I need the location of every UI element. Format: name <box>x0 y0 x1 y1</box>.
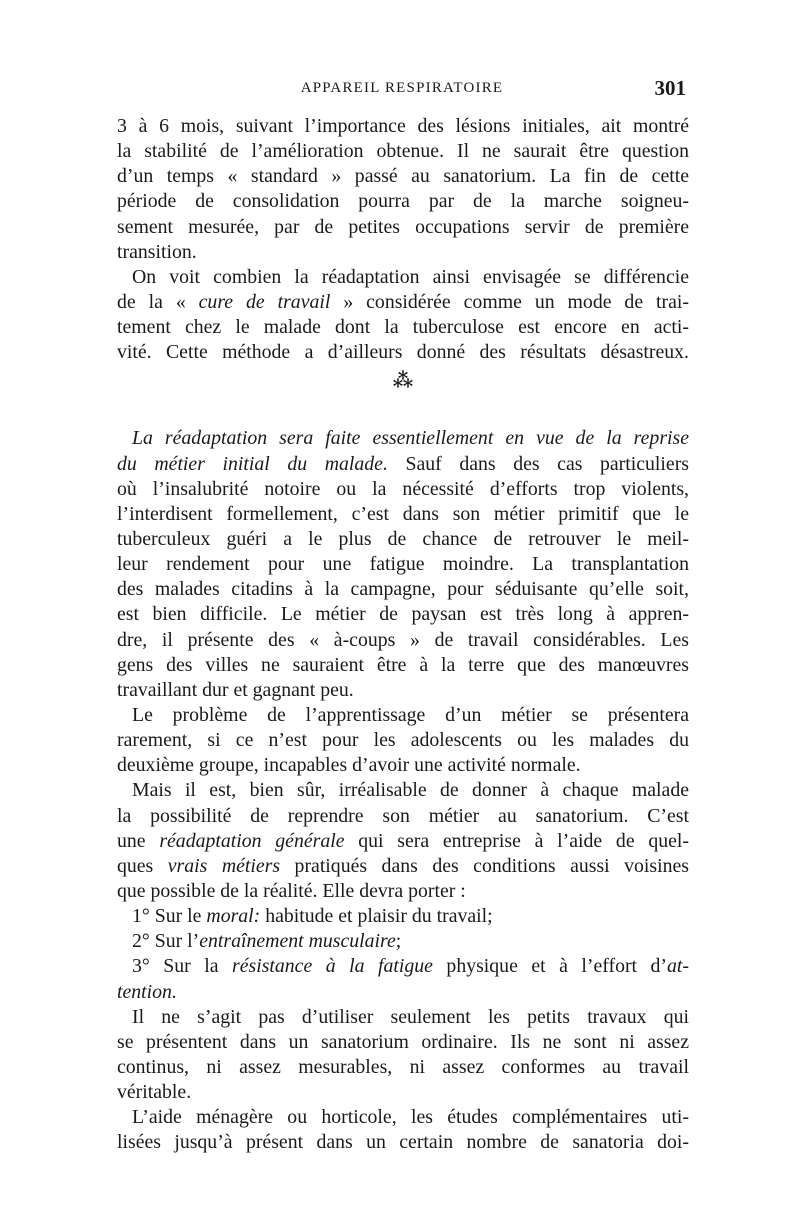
text-line <box>117 164 689 189</box>
section-break <box>117 365 689 426</box>
text-run: continus, ni assez mesurables, ni assez conformes au travail <box>117 1055 689 1078</box>
list-item <box>117 954 689 979</box>
text-line <box>117 240 689 265</box>
text-line <box>117 1030 689 1055</box>
text-run: qui sera entreprise à l’aide de quel- <box>344 829 689 852</box>
italic-run: résistance à la fatigue <box>232 955 433 978</box>
text-run: Mais il est, bien sûr, irréalisable de donner à chaque malade <box>132 779 689 802</box>
text-run: ques <box>117 854 168 877</box>
text-line <box>117 728 689 753</box>
text-run: » considérée comme un mode de trai- <box>330 290 689 313</box>
running-header <box>118 76 686 102</box>
text-run: la possibilité de reprendre son métier au sanatorium. C’est <box>117 804 689 827</box>
text-line <box>117 452 689 477</box>
text-line <box>117 290 689 315</box>
text-line <box>117 577 689 602</box>
text-run: Il ne s’agit pas d’utiliser seulement les petits travaux qui <box>132 1005 689 1028</box>
italic-run: vrais métiers <box>167 854 281 877</box>
italic-run: du métier initial du malade. <box>117 452 388 475</box>
text-line <box>117 215 689 240</box>
text-run: 2° Sur l’ <box>132 930 200 953</box>
italic-run: moral: <box>206 905 261 928</box>
text-line <box>117 804 689 829</box>
text-line <box>117 854 689 879</box>
italic-run: entraînement musculaire <box>199 930 396 953</box>
text-run: Sauf dans des cas particuliers <box>387 452 689 475</box>
body-text <box>117 114 689 1155</box>
text-line <box>117 139 689 164</box>
italic-run: at- <box>667 955 689 978</box>
text-run: 3 à 6 mois, suivant l’importance des lésions initiales, ait montré <box>117 115 689 137</box>
text-run: période de consolidation pourra par de la marche soigneu- <box>117 190 689 213</box>
list-item <box>117 904 689 929</box>
text-run: des malades citadins à la campagne, pour séduisante qu’elle soit, <box>117 578 689 601</box>
text-run: ; <box>395 930 402 953</box>
text-line <box>117 703 689 728</box>
text-line <box>117 628 689 653</box>
text-run: physique et à l’effort d’ <box>432 955 668 978</box>
text-line <box>117 1130 689 1155</box>
text-line <box>117 602 689 627</box>
text-run: leur rendement pour une fatigue moindre. La transplantation <box>117 553 689 576</box>
italic-run: La réadaptation sera faite essentiellement en vue de la reprise <box>132 427 689 450</box>
text-run: travaillant dur et gagnant peu. <box>117 678 354 701</box>
text-line <box>117 1055 689 1080</box>
text-run: de la « <box>117 290 199 313</box>
text-run: transition. <box>117 240 197 263</box>
italic-run: cure de travail <box>198 290 331 313</box>
running-title: APPAREIL RESPIRATOIRE <box>300 80 504 96</box>
text-line <box>117 502 689 527</box>
text-line <box>117 315 689 340</box>
text-run: sement mesurée, par de petites occupations servir de première <box>117 215 689 238</box>
text-run: deuxième groupe, incapables d’avoir une activité normale. <box>117 754 581 777</box>
text-line <box>117 477 689 502</box>
text-line <box>117 980 689 1005</box>
text-run: dre, il présente des « à-coups » de travail considérables. Les <box>117 628 689 651</box>
list-item <box>117 929 689 954</box>
text-run: lisées jusqu’à présent dans un certain nombre de sanatoria doi- <box>117 1131 689 1154</box>
asterism-ornament: ⁂ <box>392 370 414 393</box>
text-line <box>117 829 689 854</box>
text-run: la stabilité de l’amélioration obtenue. Il ne saurait être question <box>117 140 689 163</box>
text-run: rarement, si ce n’est pour les adolescents ou les malades du <box>117 729 689 752</box>
text-run: véritable. <box>117 1081 192 1104</box>
text-line <box>117 426 689 451</box>
text-line <box>117 552 689 577</box>
text-line <box>117 1005 689 1030</box>
text-run: que possible de la réalité. Elle devra porter : <box>117 879 466 902</box>
text-run: se présentent dans un sanatorium ordinaire. Ils ne sont ni assez <box>117 1030 689 1053</box>
text-line <box>117 114 689 139</box>
text-line <box>117 1105 689 1130</box>
text-run: tement chez le malade dont la tuberculose est encore en acti- <box>117 316 689 339</box>
page-number: 301 <box>654 76 686 100</box>
text-run: où l’insalubrité notoire ou la nécessité d’efforts trop violents, <box>117 477 689 500</box>
text-line <box>117 189 689 214</box>
text-run: vité. Cette méthode a d’ailleurs donné des résultats désastreux. <box>117 341 689 364</box>
text-line <box>117 653 689 678</box>
text-run: 1° Sur le <box>132 905 207 928</box>
text-run: L’aide ménagère ou horticole, les études complémentaires uti- <box>132 1106 689 1129</box>
text-line <box>117 753 689 778</box>
text-run: une <box>117 829 160 852</box>
text-line <box>117 340 689 365</box>
text-run: tuberculeux guéri a le plus de chance de retrouver le meil- <box>117 527 689 550</box>
text-line <box>117 527 689 552</box>
text-run: Le problème de l’apprentissage d’un métier se présentera <box>132 703 689 726</box>
text-run: 3° Sur la <box>132 955 233 978</box>
text-run: On voit combien la réadaptation ainsi envisagée se différencie <box>132 265 689 288</box>
text-line <box>117 778 689 803</box>
italic-run: tention. <box>117 980 177 1003</box>
text-run: pratiqués dans des conditions aussi voisines <box>280 854 689 877</box>
text-run: l’interdisent formellement, c’est dans son métier primitif que le <box>117 502 689 525</box>
text-line <box>117 1080 689 1105</box>
italic-run: réadaptation générale <box>159 829 345 852</box>
text-run: d’un temps « standard » passé au sanatorium. La fin de cette <box>117 165 689 188</box>
text-run: gens des villes ne sauraient être à la terre que des manœuvres <box>117 653 689 676</box>
text-line <box>117 879 689 904</box>
text-run: est bien difficile. Le métier de paysan est très long à appren- <box>117 603 689 626</box>
text-line <box>117 265 689 290</box>
text-line <box>117 678 689 703</box>
text-run: habitude et plaisir du travail; <box>260 905 493 928</box>
